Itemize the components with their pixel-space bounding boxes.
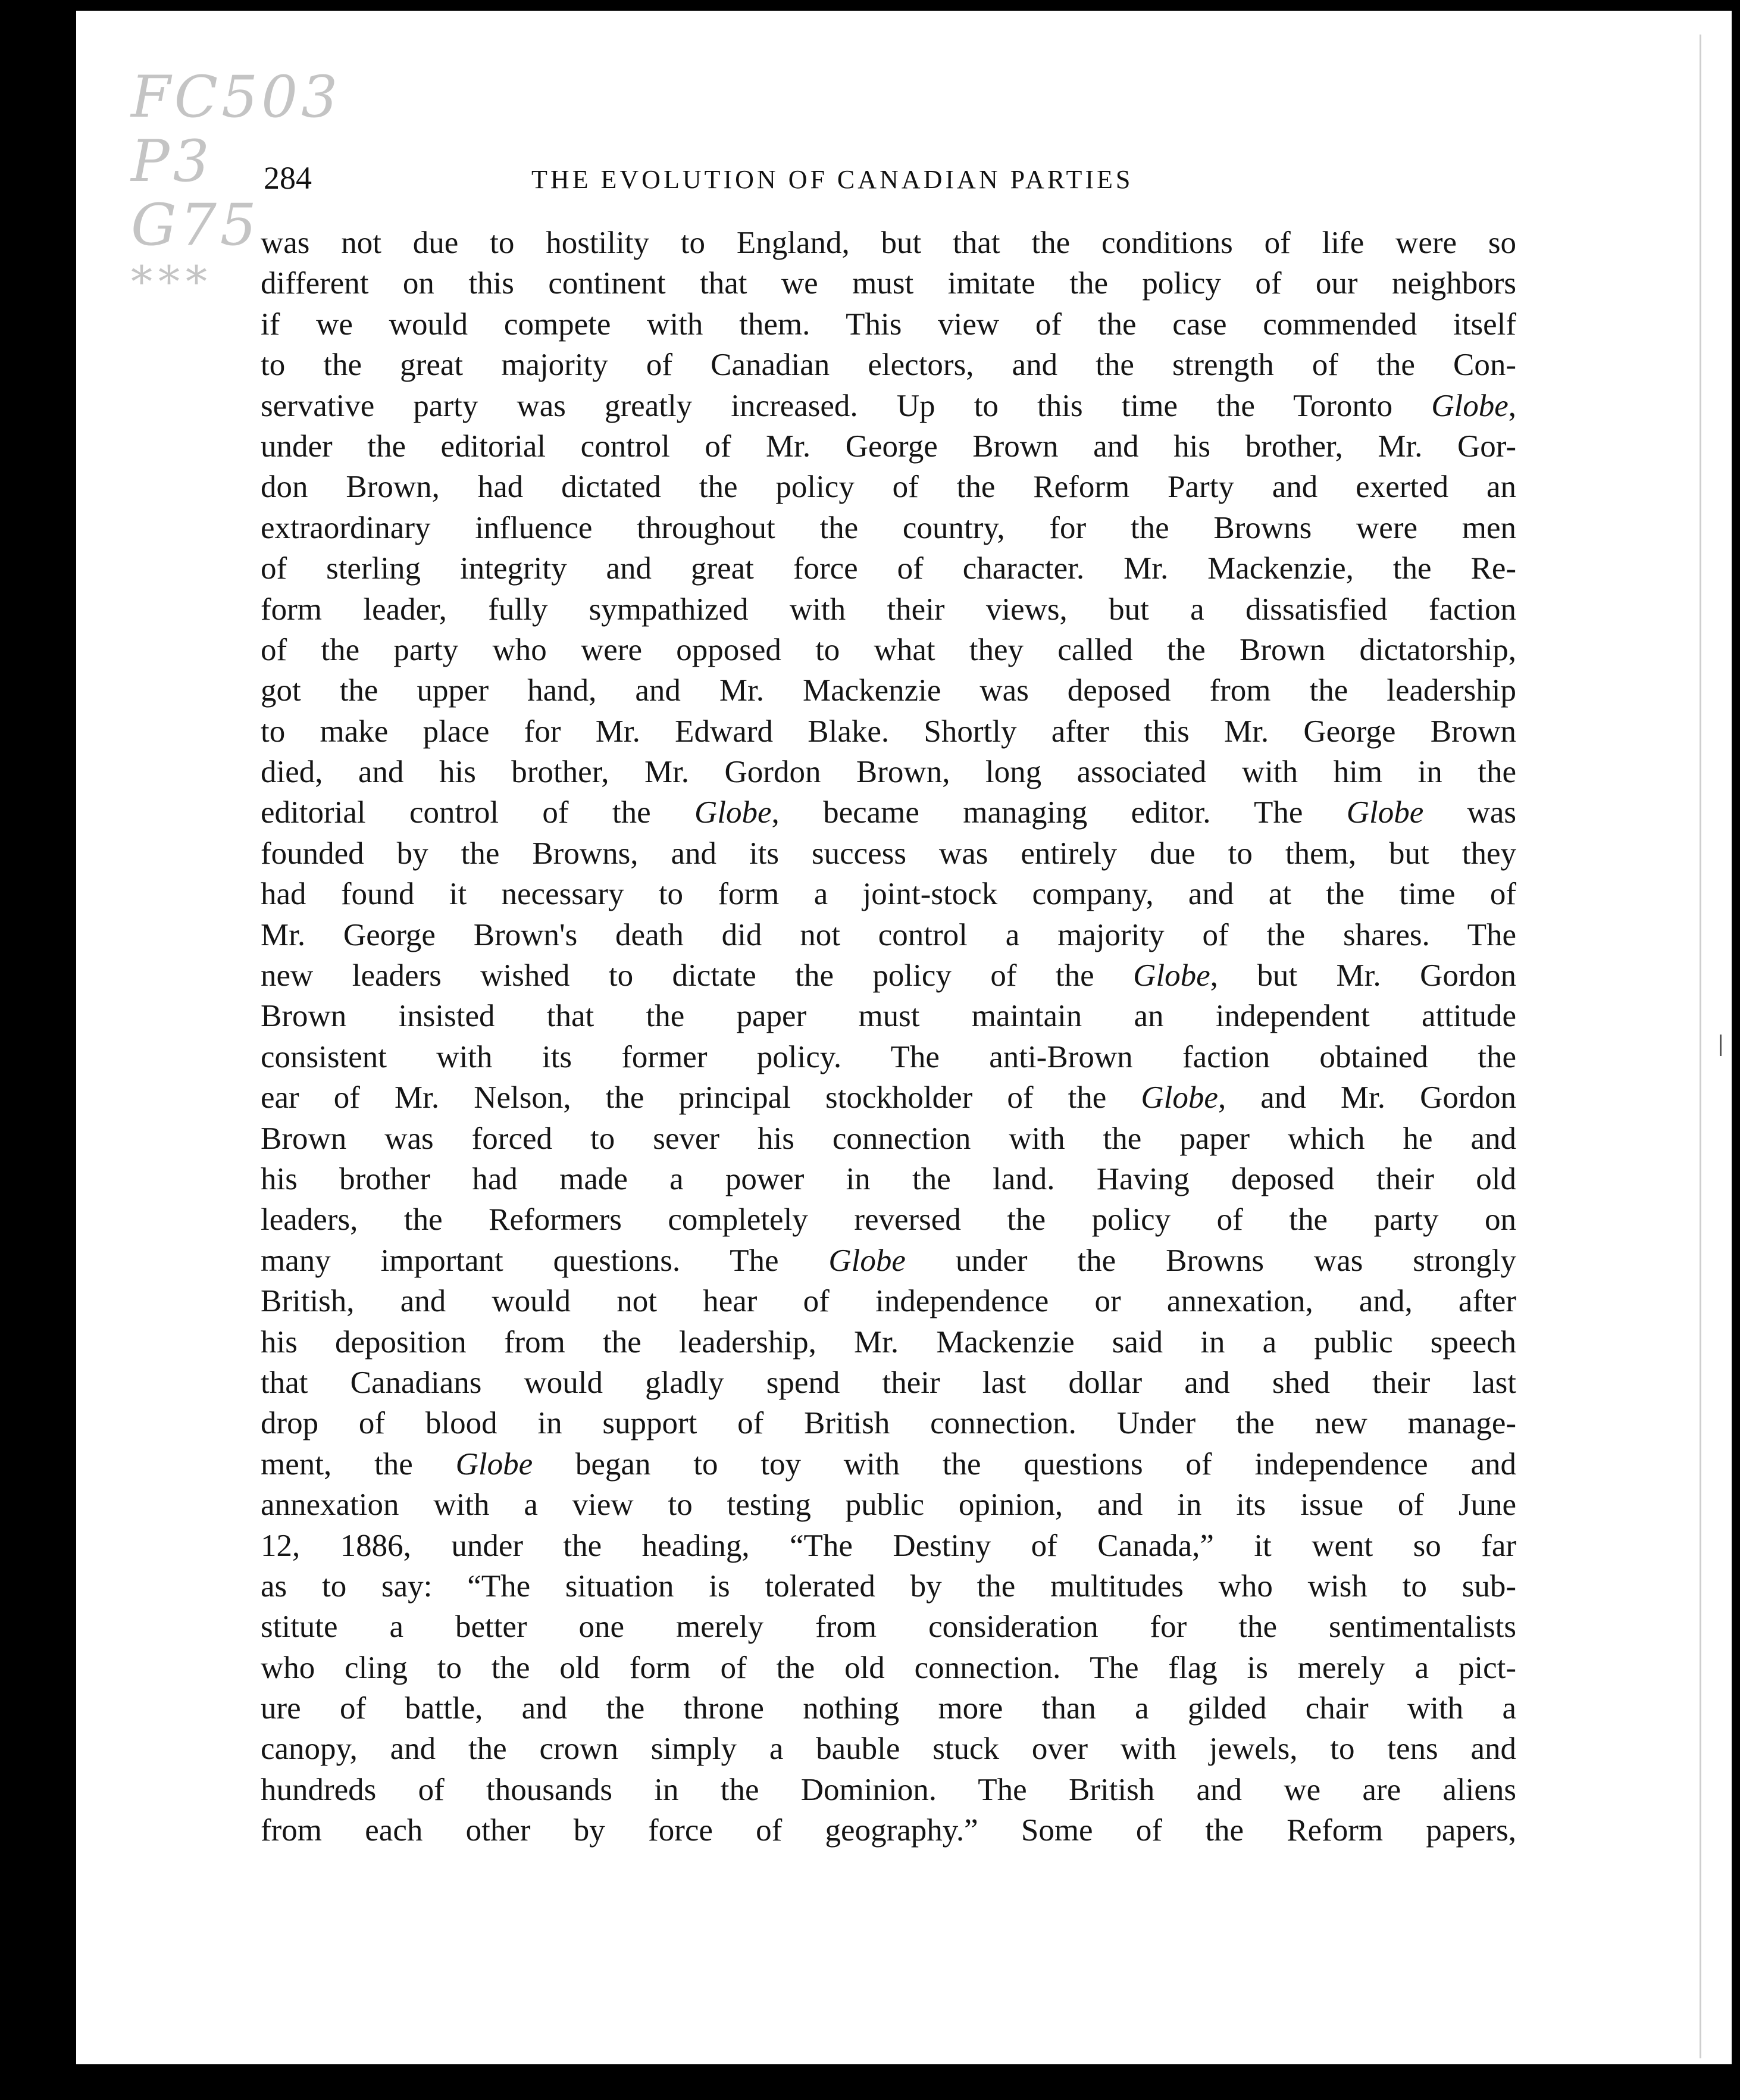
call-number-line: FC503 bbox=[131, 64, 342, 130]
text-line: who cling to the old form of the old connection. The flag is merely a pict- bbox=[261, 1650, 1516, 1685]
text-line: had found it necessary to form a joint-stock company, and at the time of bbox=[261, 877, 1516, 912]
text-line: editorial control of the Globe, became managing editor. The Globe was bbox=[261, 795, 1516, 830]
text-line: to the great majority of Canadian electors, and the strength of the Con- bbox=[261, 348, 1516, 383]
text-line: hundreds of thousands in the Dominion. The British and we are aliens bbox=[261, 1772, 1516, 1807]
call-number-line: G75 bbox=[131, 192, 260, 259]
text-line: Brown was forced to sever his connection with the paper which he and bbox=[261, 1121, 1516, 1156]
call-number-line: *** bbox=[131, 256, 213, 307]
text-line: his deposition from the leadership, Mr. Mackenzie said in a public speech bbox=[261, 1324, 1516, 1360]
text-line: annexation with a view to testing public opinion, and in its issue of June bbox=[261, 1488, 1516, 1523]
text-line: of sterling integrity and great force of character. Mr. Mackenzie, the Re- bbox=[261, 551, 1516, 586]
italic-title: Globe bbox=[828, 1243, 906, 1278]
text-line: got the upper hand, and Mr. Mackenzie was deposed from the leadership bbox=[261, 673, 1516, 708]
italic-title: Globe bbox=[1431, 388, 1509, 423]
running-title: THE EVOLUTION OF CANADIAN PARTIES bbox=[531, 165, 1134, 194]
text-line: from each other by force of geography.” Some of the Reform papers, bbox=[261, 1813, 1516, 1848]
text-line: drop of blood in support of British connection. Under the new manage- bbox=[261, 1406, 1516, 1441]
text-line: Mr. George Brown's death did not control a majority of the shares. The bbox=[261, 917, 1516, 952]
text-line: if we would compete with them. This view of the case commended itself bbox=[261, 307, 1516, 342]
italic-title: Globe bbox=[694, 795, 772, 830]
text-line: new leaders wished to dictate the policy of the Globe, but Mr. Gordon bbox=[261, 958, 1516, 993]
text-line: to make place for Mr. Edward Blake. Shortly after this Mr. George Brown bbox=[261, 714, 1516, 749]
book-page bbox=[76, 11, 1732, 2064]
running-head bbox=[264, 160, 1603, 207]
text-line: under the editorial control of Mr. George Brown and his brother, Mr. Gor- bbox=[261, 429, 1516, 464]
text-line: was not due to hostility to England, but that the conditions of life were so bbox=[261, 226, 1516, 260]
text-line: stitute a better one merely from consideration for the sentimentalists bbox=[261, 1610, 1516, 1645]
body-text bbox=[261, 223, 1516, 1851]
text-line: different on this continent that we must imitate the policy of our neighbors bbox=[261, 266, 1516, 301]
text-line: ure of battle, and the throne nothing more than a gilded chair with a bbox=[261, 1691, 1516, 1726]
text-line: many important questions. The Globe under the Browns was strongly bbox=[261, 1243, 1516, 1278]
italic-title: Globe bbox=[455, 1446, 533, 1482]
text-line: leaders, the Reformers completely reversed the policy of the party on bbox=[261, 1202, 1516, 1238]
text-line: as to say: “The situation is tolerated by the multitudes who wish to sub- bbox=[261, 1568, 1516, 1604]
text-line: founded by the Browns, and its success was entirely due to them, but they bbox=[261, 836, 1516, 871]
italic-title: Globe bbox=[1133, 958, 1210, 993]
text-line: of the party who were opposed to what they called the Brown dictatorship, bbox=[261, 632, 1516, 667]
text-line: ment, the Globe began to toy with the questions of independence and bbox=[261, 1446, 1516, 1482]
facing-page-edge bbox=[1700, 35, 1701, 2058]
text-line: died, and his brother, Mr. Gordon Brown, long associated with him in the bbox=[261, 755, 1516, 790]
text-line: consistent with its former policy. The anti-Brown faction obtained the bbox=[261, 1039, 1516, 1074]
scan-artifact-mark bbox=[1720, 1035, 1722, 1056]
text-line: extraordinary influence throughout the country, for the Browns were men bbox=[261, 510, 1516, 545]
text-line: that Canadians would gladly spend their last dollar and shed their last bbox=[261, 1365, 1516, 1400]
text-line: Brown insisted that the paper must maintain an independent attitude bbox=[261, 999, 1516, 1034]
italic-title: Globe bbox=[1346, 795, 1424, 830]
text-line: his brother had made a power in the land. Having deposed their old bbox=[261, 1161, 1516, 1196]
italic-title: Globe bbox=[1141, 1080, 1218, 1115]
page-number: 284 bbox=[264, 160, 312, 196]
text-line: ear of Mr. Nelson, the principal stockholder of the Globe, and Mr. Gordon bbox=[261, 1080, 1516, 1115]
text-line: servative party was greatly increased. Up to this time the Toronto Globe, bbox=[261, 388, 1516, 423]
text-line: British, and would not hear of independence or annexation, and, after bbox=[261, 1284, 1516, 1319]
text-line: 12, 1886, under the heading, “The Destiny of Canada,” it went so far bbox=[261, 1528, 1516, 1563]
text-line: form leader, fully sympathized with their views, but a dissatisfied faction bbox=[261, 592, 1516, 627]
text-line: don Brown, had dictated the policy of the Reform Party and exerted an bbox=[261, 470, 1516, 505]
call-number-line: P3 bbox=[131, 127, 213, 195]
text-line: canopy, and the crown simply a bauble stuck over with jewels, to tens and bbox=[261, 1732, 1516, 1767]
